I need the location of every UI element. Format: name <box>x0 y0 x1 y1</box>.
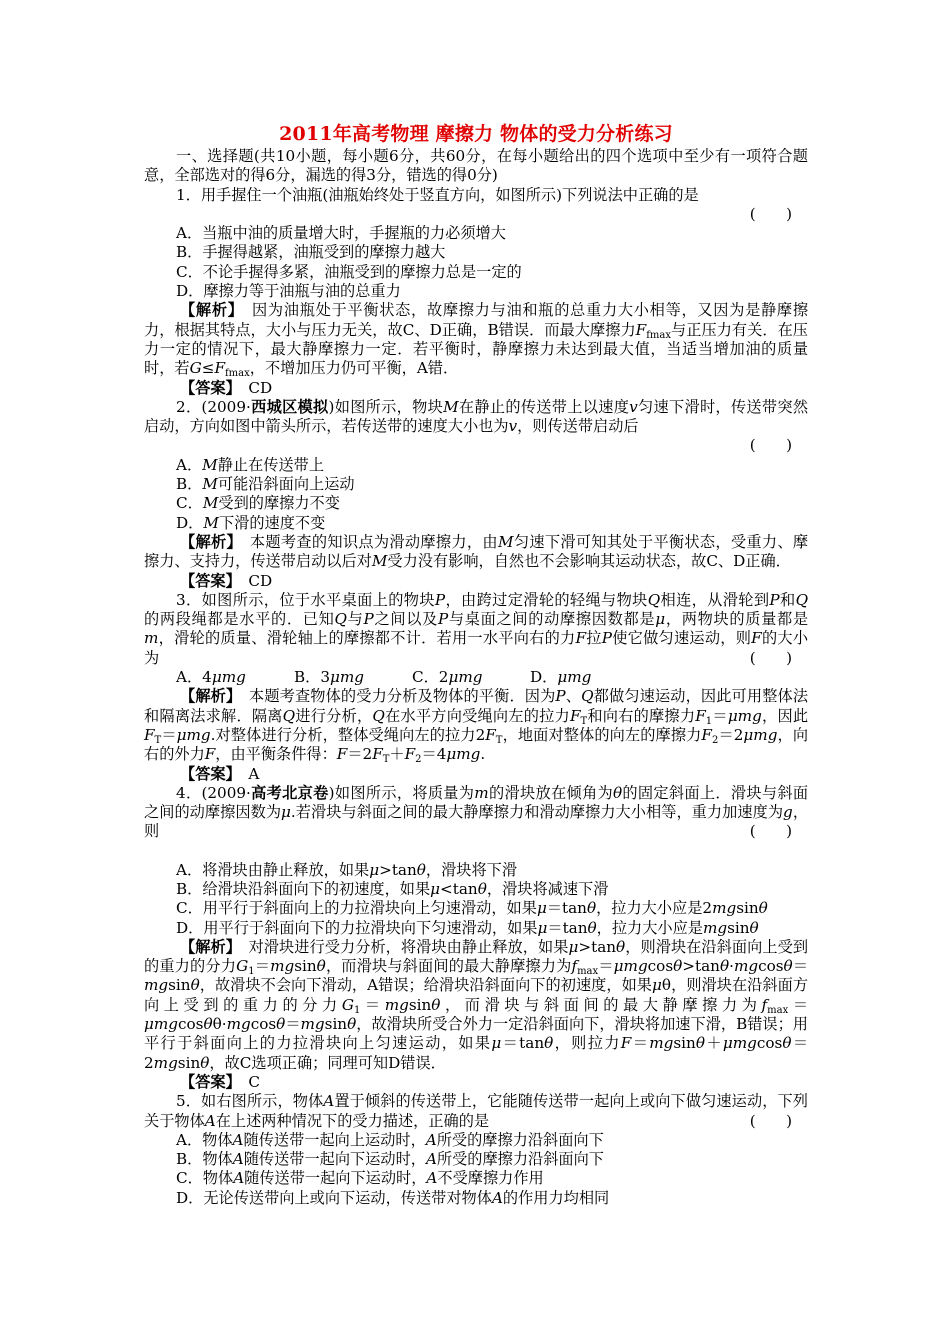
option-b: B．手握得越紧，油瓶受到的摩擦力越大 <box>176 243 446 262</box>
option-b: B．M可能沿斜面向上运动 <box>176 475 355 494</box>
option-a: A．4μmg <box>176 668 246 687</box>
option-b: B．3μmg <box>294 668 365 687</box>
question-5 <box>144 1092 808 1208</box>
option-d: D．M下滑的速度不变 <box>176 513 326 532</box>
option-d: D．μmg <box>530 668 592 687</box>
question-4-stem: 4．(2009·高考北京卷)如图所示，将质量为m的滑块放在倾角为θ的固定斜面上．滑块与斜面之间的动摩擦因数为μ.若滑块与斜面之间的最大静摩擦力和滑动摩擦力大小相等，重力加速度为g，则 ( ) <box>144 783 809 841</box>
question-2 <box>144 398 808 591</box>
source-tag: 西城区模拟 <box>250 397 329 416</box>
source-tag: 高考北京卷 <box>250 783 329 802</box>
option-b: B．物体A随传送带一起向下运动时，A所受的摩擦力沿斜面向下 <box>176 1150 604 1169</box>
answer-label: 【答案】 <box>180 378 234 397</box>
answer-blank: ( ) <box>749 204 792 223</box>
option-a: A．将滑块由静止释放，如果μ>tanθ，滑块将下滑 <box>176 860 518 879</box>
question-5-stem: 5．如右图所示，物体A置于倾斜的传送带上，它能随传送带一起向上或向下做匀速运动，下列关于物体A在上述两种情况下的受力描述，正确的是 ( ) <box>144 1092 808 1130</box>
option-c: C．M受到的摩擦力不变 <box>176 494 340 513</box>
option-b: B．给滑块沿斜面向下的初速度，如果μ<tanθ，滑块将减速下滑 <box>176 879 609 898</box>
answer: 【答案】 C <box>180 1072 260 1091</box>
option-c: C．不论手握得多紧，油瓶受到的摩擦力总是一定的 <box>176 262 522 281</box>
option-a: A．M静止在传送带上 <box>176 455 325 474</box>
answer: 【答案】 CD <box>180 571 273 590</box>
option-c: C．用平行于斜面向上的力拉滑块向上匀速滑动，如果μ＝tanθ，拉力大小应是2mgsinθ <box>176 899 768 918</box>
option-c: C．2μmg <box>412 668 483 687</box>
question-1 <box>144 186 808 398</box>
analysis: 【解析】 本题考查的知识点为滑动摩擦力，由M匀速下滑可知其处于平衡状态，受重力、摩擦力、支持力，传送带启动以后对M受力没有影响，自然也不会影响其运动状态，故C、D正确． <box>144 532 809 571</box>
option-d: D．无论传送带向上或向下运动，传送带对物体A的作用力均相同 <box>176 1188 610 1207</box>
option-d: D．摩擦力等于油瓶与油的总重力 <box>176 282 401 301</box>
document-page <box>144 122 808 1208</box>
answer: 【答案】 A <box>180 764 260 783</box>
document-title: 2011年高考物理 摩擦力 物体的受力分析练习 <box>279 123 673 145</box>
option-d: D．用平行于斜面向下的力拉滑块向下匀速滑动，如果μ＝tanθ，拉力大小应是mgsinθ <box>176 918 759 937</box>
question-1-stem: 1．用手握住一个油瓶(油瓶始终处于竖直方向，如图所示)下列说法中正确的是 <box>176 185 699 204</box>
question-3 <box>144 591 808 784</box>
question-2-stem: 2．(2009·西城区模拟)如图所示，物块M在静止的传送带上以速度v匀速下滑时，传送带突然启动，方向如图中箭头所示，若传送带的速度大小也为v，则传送带启动后 <box>144 397 809 436</box>
analysis: 【解析】 对滑块进行受力分析，将滑块由静止释放，如果μ>tanθ，则滑块在沿斜面向上受到的重力的分力$G_1=mgsin\theta$，而滑块与斜面间的最大静摩擦力为$f_{max}=\mu mgcos\theta>\tan\theta\cdot mgcos\theta=mgsin\theta$，故滑块不会向下滑动，A错误；给滑块沿斜面向下的初速度，如果μθ，则滑块在沿斜面方向上受到的重力的分力$G_1=mgsin\theta$，而滑块与斜面间的最大静摩擦力为$f_{max}=\mu mgcos\theta\theta\cdot mgcos\theta=mgsin\theta$，故滑块所受合外力一定沿斜面向下，滑块将加速下滑，B错误；用平行于斜面向上的力拉滑块向上匀速运动，如果μ＝tanθ，则拉力F＝mgsinθ＋μmgcosθ＝2mgsinθ，故C选项正确；同理可知D错误． <box>144 937 809 1072</box>
question-4 <box>144 784 808 1092</box>
analysis-label: 【解析】 <box>180 301 237 320</box>
analysis: 【解析】 本题考查物体的受力分析及物体的平衡．因为P、Q都做匀速运动，因此可用整体法和隔离法求解．隔离Q进行分析，Q在水平方向受绳向左的拉力$F_T$和向右的摩擦力$F_1=\mu mg$，因此$F_T=\mu mg$.对整体进行分析，整体受绳向左的拉力$2F_T$，地面对整体的向左的摩擦力$F_2=2\mu mg$，向右的外力F，由平衡条件得：$F=2F_T+F_2=4\mu mg$. <box>144 687 809 766</box>
question-3-stem: 3．如图所示，位于水平桌面上的物块P，由跨过定滑轮的轻绳与物块Q相连，从滑轮到P和Q的两段绳都是水平的．已知Q与P之间以及P与桌面之间的动摩擦因数都是μ，两物块的质量都是m，滑轮的质量、滑轮轴上的摩擦都不计．若用一水平向右的力F拉P使它做匀速运动，则F的大小为 ( ) <box>144 590 809 667</box>
analysis: 【解析】 因为油瓶处于平衡状态，故摩擦力与油和瓶的总重力大小相等，又因为是静摩擦力，根据其特点，大小与压力无关，故C、D正确，B错误．而最大摩擦力$F_{fmax}$与正压力有关．在压力一定的情况下，最大静摩擦力一定．若平衡时，静摩擦力未达到最大值，当适当增加油的质量时，若$G\le F_{fmax}$，不增加压力仍可平衡，A错． <box>144 301 809 380</box>
option-a: A．物体A随传送带一起向上运动时，A所受的摩擦力沿斜面向下 <box>176 1130 604 1149</box>
answer-value: CD <box>248 378 273 397</box>
option-c: C．物体A随传送带一起向下运动时，A不受摩擦力作用 <box>176 1169 544 1188</box>
answer-blank: ( ) <box>749 436 792 455</box>
answer <box>144 379 808 398</box>
option-a: A．当瓶中油的质量增大时，手握瓶的力必须增大 <box>176 224 506 243</box>
options-row <box>144 668 808 687</box>
section-header: 一、选择题(共10小题，每小题6分，共60分，在每小题给出的四个选项中至少有一项符合题意，全部选对的得6分，漏选的得3分，错选的得0分) <box>144 147 808 185</box>
